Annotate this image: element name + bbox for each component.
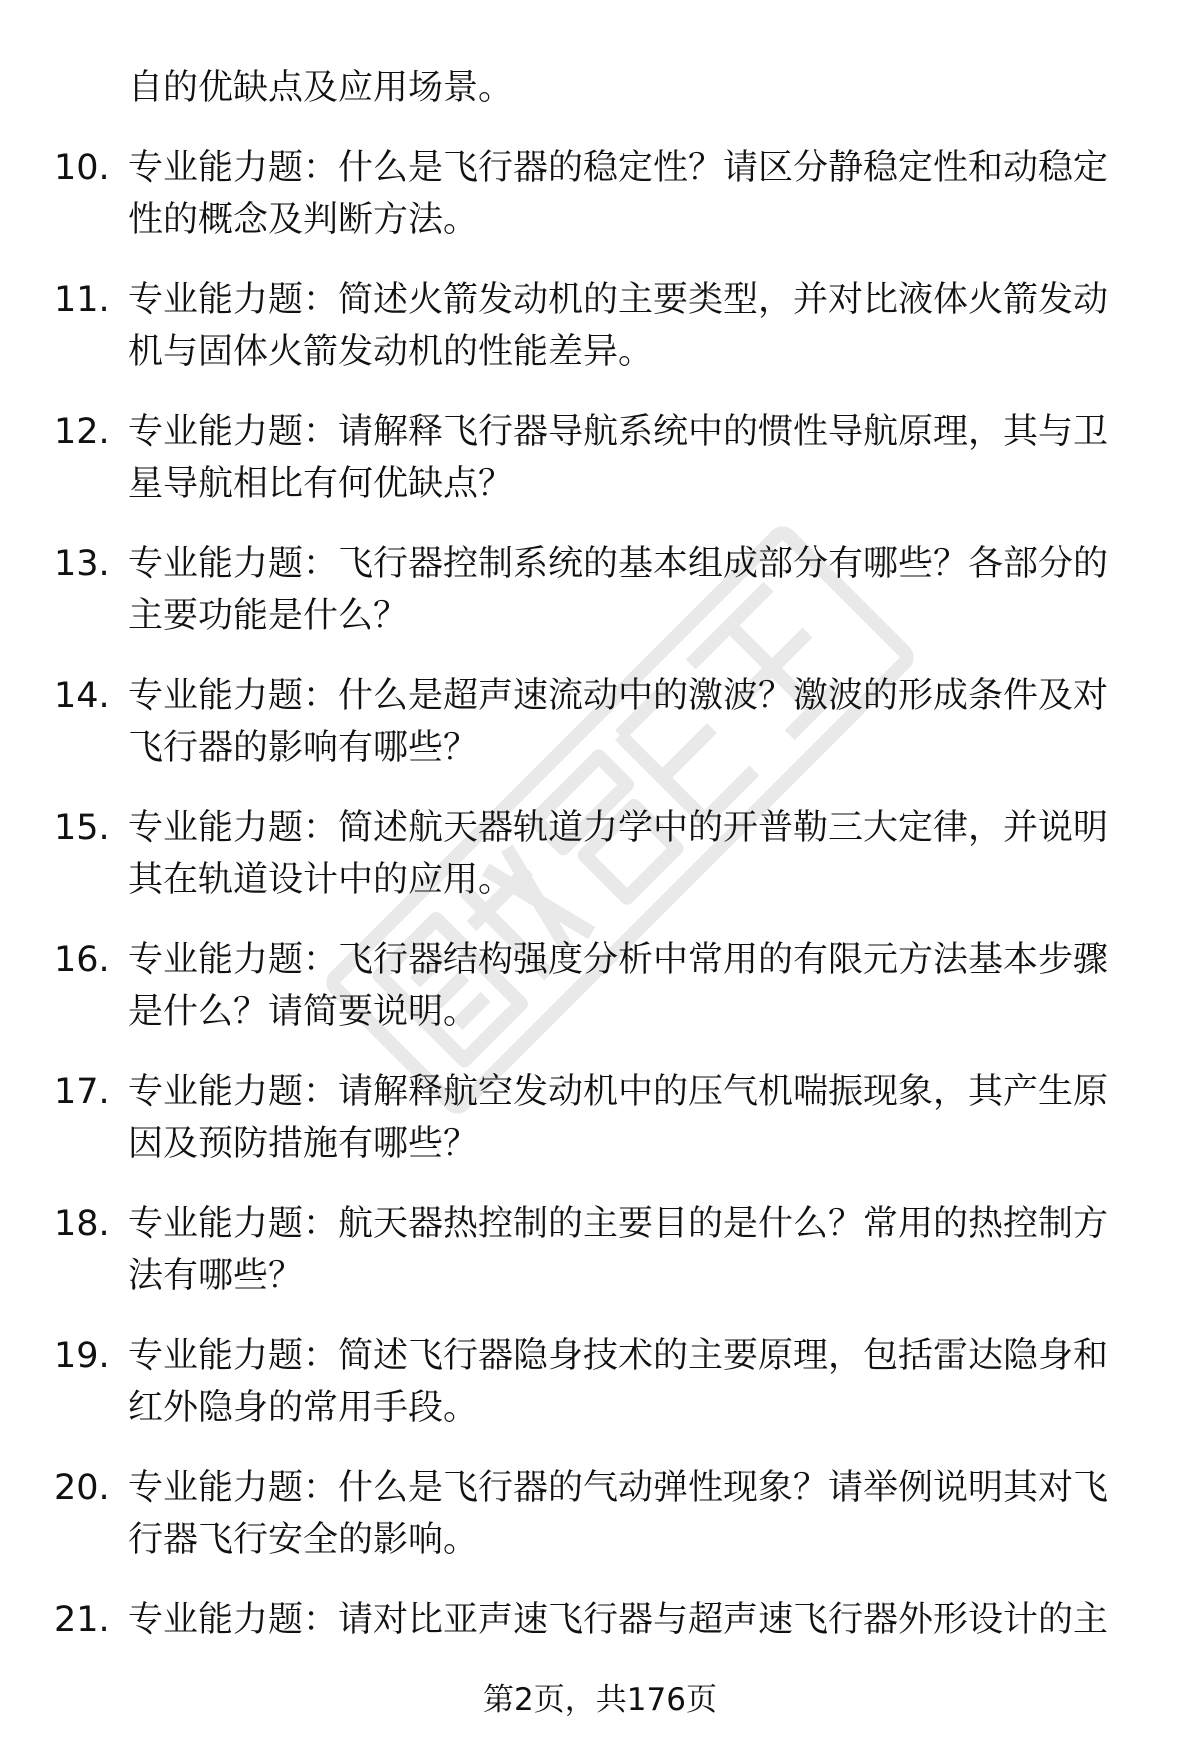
question-text: 专业能力题：飞行器结构强度分析中常用的有限元方法基本步骤是什么？请简要说明。 bbox=[128, 940, 1109, 1032]
question-text: 专业能力题：简述火箭发动机的主要类型，并对比液体火箭发动机与固体火箭发动机的性能差异。 bbox=[128, 280, 1109, 372]
question-text: 专业能力题：简述航天器轨道力学中的开普勒三大定律，并说明其在轨道设计中的应用。 bbox=[128, 808, 1109, 900]
list-item bbox=[0, 1198, 1200, 1330]
list-item bbox=[0, 1462, 1200, 1594]
list-item bbox=[0, 1330, 1200, 1462]
question-number: 17. bbox=[54, 1072, 110, 1112]
list-item bbox=[0, 538, 1200, 670]
question-number: 12. bbox=[54, 412, 110, 452]
list-item bbox=[0, 802, 1200, 934]
question-text: 专业能力题：什么是超声速流动中的激波？激波的形成条件及对飞行器的影响有哪些？ bbox=[128, 676, 1109, 768]
question-text: 专业能力题：飞行器控制系统的基本组成部分有哪些？各部分的主要功能是什么？ bbox=[128, 544, 1109, 636]
list-item bbox=[0, 670, 1200, 802]
question-text: 专业能力题：请对比亚声速飞行器与超声速飞行器外形设计的主 bbox=[128, 1600, 1109, 1640]
continuation-text: 自的优缺点及应用场景。 bbox=[128, 68, 514, 108]
question-text: 专业能力题：什么是飞行器的稳定性？请区分静稳定性和动稳定性的概念及判断方法。 bbox=[128, 148, 1109, 240]
page-number-label: 第2页，共176页 bbox=[483, 1682, 717, 1718]
page-footer bbox=[0, 1680, 1200, 1720]
list-item bbox=[0, 142, 1200, 274]
list-item bbox=[0, 406, 1200, 538]
question-number: 13. bbox=[54, 544, 110, 584]
question-number: 18. bbox=[54, 1204, 110, 1244]
question-text: 专业能力题：航天器热控制的主要目的是什么？常用的热控制方法有哪些？ bbox=[128, 1204, 1109, 1296]
question-number: 19. bbox=[54, 1336, 110, 1376]
question-text: 专业能力题：请解释飞行器导航系统中的惯性导航原理，其与卫星导航相比有何优缺点？ bbox=[128, 412, 1109, 504]
question-text: 专业能力题：简述飞行器隐身技术的主要原理，包括雷达隐身和红外隐身的常用手段。 bbox=[128, 1336, 1109, 1428]
question-number: 16. bbox=[54, 940, 110, 980]
question-number: 14. bbox=[54, 676, 110, 716]
list-item bbox=[0, 274, 1200, 406]
question-number: 11. bbox=[54, 280, 110, 320]
question-number: 20. bbox=[54, 1468, 110, 1508]
question-text: 专业能力题：请解释航空发动机中的压气机喘振现象，其产生原因及预防措施有哪些？ bbox=[128, 1072, 1109, 1164]
question-text: 专业能力题：什么是飞行器的气动弹性现象？请举例说明其对飞行器飞行安全的影响。 bbox=[128, 1468, 1109, 1560]
question-list bbox=[0, 142, 1200, 1726]
question-number: 21. bbox=[54, 1600, 110, 1640]
question-number: 10. bbox=[54, 148, 110, 188]
list-item bbox=[0, 934, 1200, 1066]
list-item bbox=[0, 1066, 1200, 1198]
question-number: 15. bbox=[54, 808, 110, 848]
